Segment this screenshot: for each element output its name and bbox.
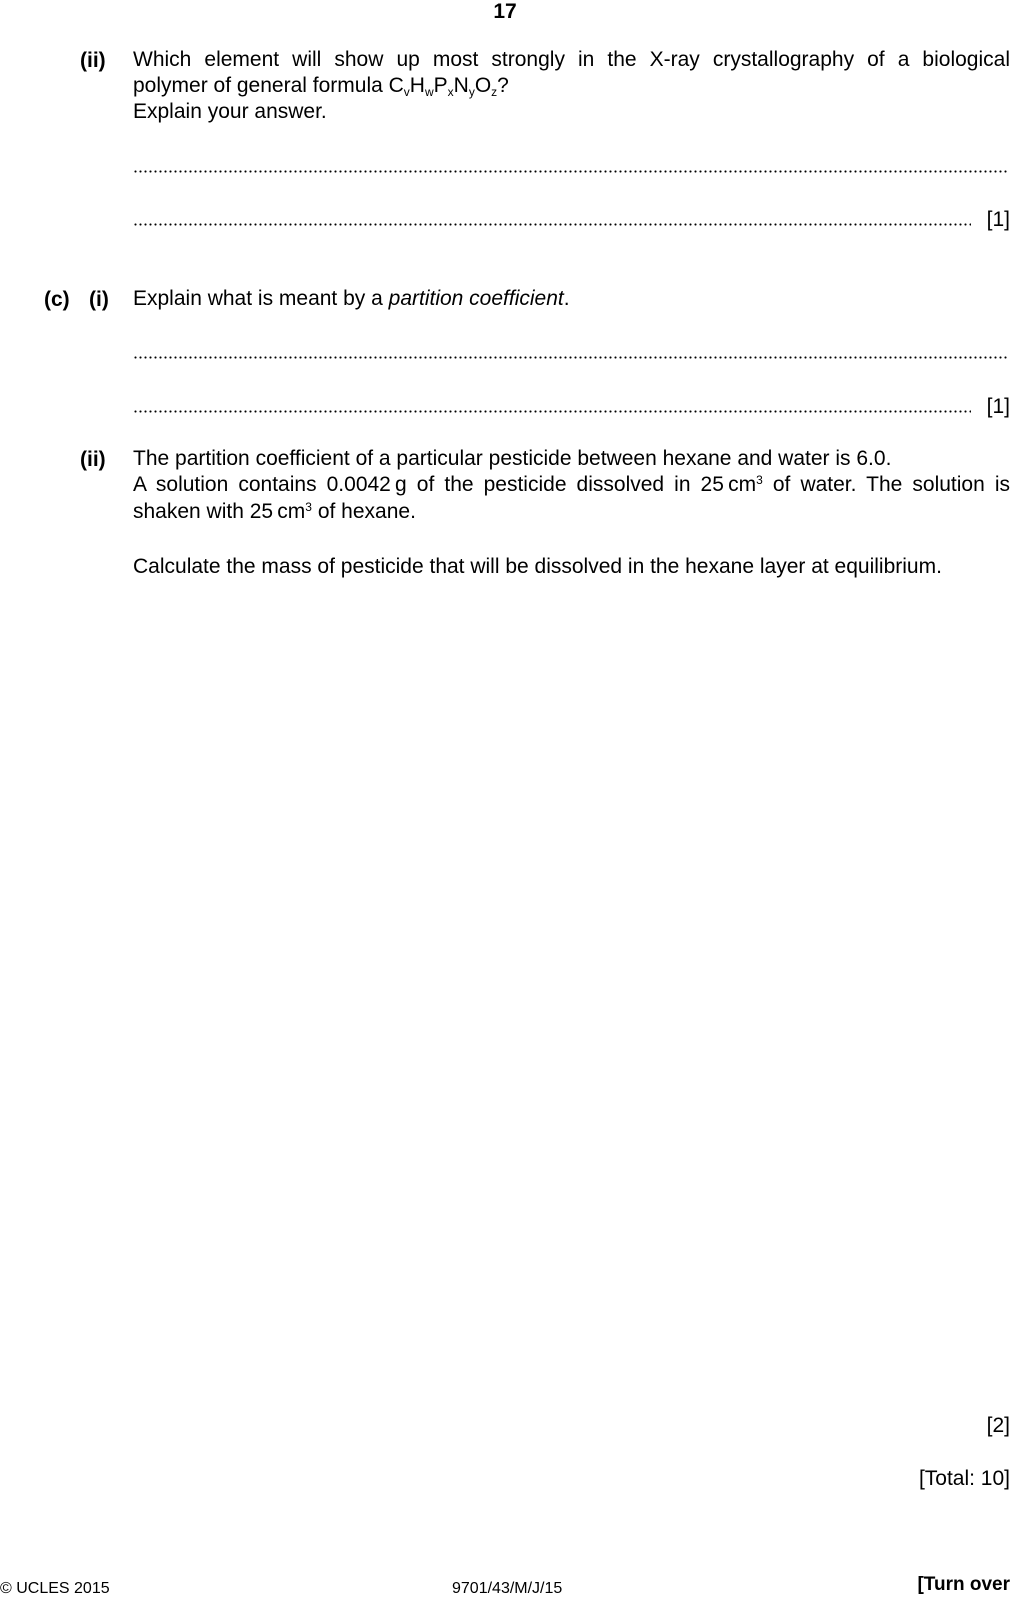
question-c-i-prefix: Explain what is meant by a: [133, 287, 389, 310]
question-c-i-label: (i): [89, 288, 109, 311]
turn-over-notice: [Turn over: [917, 1574, 1010, 1595]
question-c-ii-line2: [133, 472, 1010, 498]
answer-line[interactable]: [133, 170, 1009, 173]
formula-subscript: y: [468, 85, 475, 99]
formula-element: O: [474, 74, 492, 97]
superscript-3: 3: [305, 500, 312, 514]
superscript-3: 3: [756, 473, 763, 487]
mark-allocation: [1]: [986, 395, 1010, 418]
page-number: 17: [493, 0, 517, 23]
formula-element: C: [388, 74, 404, 97]
question-c-label: (c): [44, 288, 70, 311]
question-c-ii-line2-text: of water. The solution is: [762, 473, 1010, 496]
question-c-ii-calculate: Calculate the mass of pesticide that will be dissolved in the hexane layer at equilibrium.: [133, 555, 942, 578]
mark-allocation: [1]: [986, 208, 1010, 231]
paper-code: 9701/43/M/J/15: [452, 1580, 563, 1597]
answer-line[interactable]: [133, 356, 1009, 359]
formula-subscript: v: [403, 85, 410, 99]
general-formula: [389, 74, 498, 97]
formula-subscript: w: [424, 85, 434, 99]
question-b-ii-line1: Which element will show up most strongly in the X-ray crystallography of a biological: [133, 48, 1010, 71]
formula-element: P: [433, 74, 448, 97]
question-c-ii-line3-text: shaken with 25 cm: [133, 500, 306, 523]
total-marks: [Total: 10]: [918, 1467, 1010, 1490]
question-c-ii-line3: [133, 499, 1023, 525]
copyright-notice: © UCLES 2015: [0, 1580, 110, 1597]
question-c-i-text: [133, 286, 1023, 312]
formula-subscript: x: [447, 85, 454, 99]
question-c-ii-label: (ii): [80, 448, 106, 471]
question-b-ii-suffix: ?: [497, 74, 509, 97]
working-space[interactable]: [133, 600, 1009, 1400]
question-b-ii-prefix: polymer of general formula: [133, 74, 389, 97]
question-c-ii-line3-text: of hexane.: [311, 500, 416, 523]
formula-element: H: [409, 74, 425, 97]
question-c-ii-line2-text: A solution contains 0.0042 g of the pesticide dissolved in 25 cm: [133, 473, 757, 496]
answer-line[interactable]: [133, 223, 971, 226]
answer-line[interactable]: [133, 410, 971, 413]
question-b-ii-line2: [133, 73, 1023, 99]
mark-allocation: [2]: [986, 1414, 1010, 1437]
formula-element: N: [453, 74, 469, 97]
term-partition-coefficient: partition coefficient: [388, 287, 564, 310]
question-c-i-suffix: .: [563, 287, 570, 310]
formula-subscript: z: [491, 85, 498, 99]
question-b-ii-instruction: Explain your answer.: [133, 100, 327, 123]
question-b-ii-label: (ii): [80, 49, 106, 72]
question-c-ii-line1: The partition coefficient of a particular pesticide between hexane and water is 6.0.: [133, 447, 892, 470]
